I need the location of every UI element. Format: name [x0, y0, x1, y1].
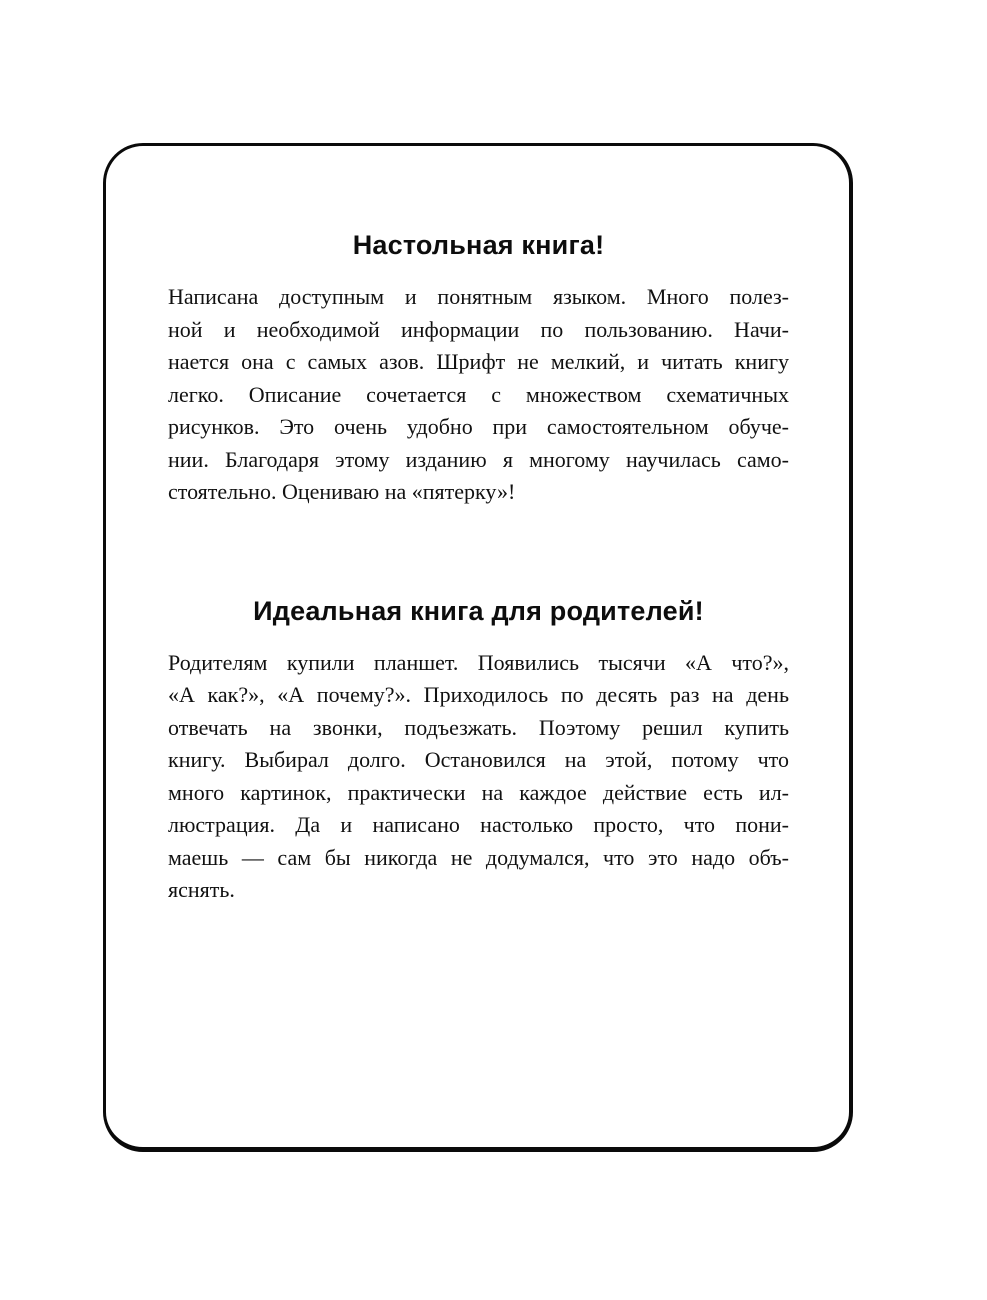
review-line: книгу. Выбирал долго. Остановился на этой, потому что: [168, 747, 789, 772]
review-line: «А как?», «А почему?». Приходилось по десять раз на день: [168, 682, 789, 707]
review-line: люстрация. Да и написано настолько просто, что пони-: [168, 812, 789, 837]
review-line: много картинок, практически на каждое действие есть ил-: [168, 779, 789, 805]
page-border-frame: [103, 143, 853, 1152]
review-line: Написана доступным и понятным языком. Много полез-: [168, 284, 789, 309]
review-line: яснять.: [168, 877, 235, 902]
review-body-1: [168, 281, 789, 509]
page-content: [106, 146, 849, 1147]
review-line: отвечать на звонки, подъезжать. Поэтому решил купить: [168, 714, 789, 740]
review-line: легко. Описание сочетается с множеством схематичных: [168, 381, 789, 407]
review-line: маешь — сам бы никогда не додумался, что это надо объ-: [168, 844, 789, 870]
review-body-2: [168, 647, 789, 907]
review-line: стоятельно. Оцениваю на «пятерку»!: [168, 479, 516, 504]
review-line: ной и необходимой информации по пользованию. Начи-: [168, 316, 789, 342]
review-line: нается она с самых азов. Шрифт не мелкий, и читать книгу: [168, 349, 789, 374]
review-line: Родителям купили планшет. Появились тысячи «А что?»,: [168, 649, 789, 675]
review-title-1: Настольная книга!: [352, 230, 605, 260]
review-section-2: [168, 596, 789, 907]
review-title-2: Идеальная книга для родителей!: [253, 595, 704, 626]
review-line: нии. Благодаря этому изданию я многому научилась само-: [168, 446, 789, 472]
review-line: рисунков. Это очень удобно при самостоятельном обуче-: [168, 414, 789, 439]
review-section-1: [168, 230, 789, 509]
